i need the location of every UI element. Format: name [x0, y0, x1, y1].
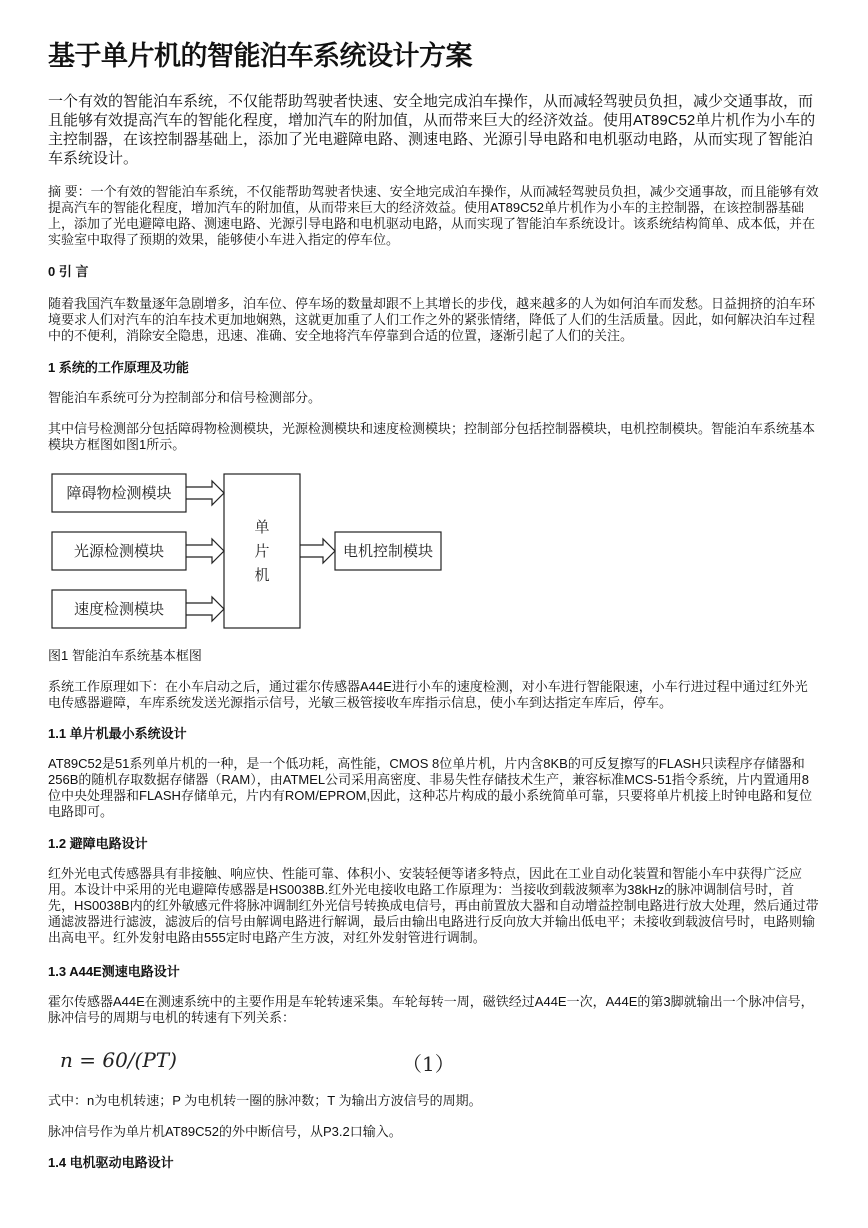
section-1-3-heading: 1.3 A44E测速电路设计 [48, 964, 180, 979]
speed-formula [60, 1046, 460, 1076]
document-title: 基于单片机的智能泊车系统设计方案 [48, 41, 472, 71]
formula-expression: n = 60/(PT) [60, 1048, 177, 1072]
mcu-label-char-2: 片 [254, 542, 270, 560]
mcu-label-char-1: 单 [254, 518, 270, 536]
block-diagram [48, 470, 448, 635]
section-1-3-paragraph-3: 脉冲信号作为单片机AT89C52的外中断信号，从P3.2口输入。 [48, 1124, 402, 1139]
light-detection-label: 光源检测模块 [73, 542, 165, 560]
mcu-label-char-3: 机 [254, 566, 270, 584]
section-1-1-heading: 1.1 单片机最小系统设计 [48, 726, 187, 741]
arrow-speed-to-mcu [186, 597, 224, 621]
speed-detection-label: 速度检测模块 [73, 600, 165, 618]
section-1-heading: 1 系统的工作原理及功能 [48, 360, 189, 375]
section-1-2-paragraph: 红外光电式传感器具有非接触、响应快、性能可靠、体积小、安装轻便等诸多特点，因此在工业自动化装置和智能小车中获得广泛应用。本设计中采用的光电避障传感器是HS0038B.红外光电接收电路工作原理为：当接收到载波频率为38kHz的脉冲调制信号时，首先，HS0038B内的红外敏感元件将脉冲调制红外光信号转换成电信号，再由前置放大器和自动增益控制电路进行放大处理，然后通过带通滤波器进行滤波，滤波后的信号由解调电路进行解调，最后由输出电路进行反向放大并输出低电平；未接收到载波信号时，电路则输出高电平。红外发射电路由555定时电路产生方波，对红外发射管进行调制。 [48, 866, 819, 945]
arrow-light-to-mcu [186, 539, 224, 563]
section-1-paragraph-1: 智能泊车系统可分为控制部分和信号检测部分。 [48, 390, 322, 405]
arrow-obstacle-to-mcu [186, 481, 224, 505]
intro-paragraph: 一个有效的智能泊车系统，不仅能帮助驾驶者快速、安全地完成泊车操作，从而减轻驾驶员负担，减少交通事故，而且能够有效提高汽车的智能化程度，增加汽车的附加值，从而带来巨大的经济效益。使用AT89C52单片机作为小车的主控制器，在该控制器基础上，添加了光电避障电路、测速电路、光源引导电路和电机驱动电路，从而实现了智能泊车系统设计。 [48, 93, 816, 167]
section-1-paragraph-2: 其中信号检测部分包括障碍物检测模块，光源检测模块和速度检测模块；控制部分包括控制器模块，电机控制模块。智能泊车系统基本模块方框图如图1所示。 [48, 421, 816, 452]
figure-1-caption: 图1 智能泊车系统基本框图 [48, 648, 202, 663]
arrow-mcu-to-motor [300, 539, 335, 563]
section-1-1-paragraph: AT89C52是51系列单片机的一种，是一个低功耗，高性能，CMOS 8位单片机，片内含8KB的可反复擦写的FLASH只读程序存储器和256B的随机存取数据存储器（RAM），由ATMEL公司采用高密度、非易失性存储技术生产，兼容标准MCS-51指令系统，片内置通用8位中央处理器和FLASH存储单元，片内有ROM/EPROM,因此，这种芯片构成的最小系统简单可靠，只要将单片机接上时钟电路和复位电路即可。 [48, 756, 813, 819]
section-1-4-heading: 1.4 电机驱动电路设计 [48, 1155, 174, 1170]
section-0-paragraph: 随着我国汽车数量逐年急剧增多，泊车位、停车场的数量却跟不上其增长的步伐，越来越多的人为如何泊车而发愁。日益拥挤的泊车环境要求人们对汽车的泊车技术更加地娴熟，这就更加重了人们工作之外的紧张情绪，降低了人们的生活质量。因此，如何解决泊车过程中的不便利，消除安全隐患，迅速、准确、安全地将汽车停靠到合适的位置，逐渐引起了人们的关注。 [48, 296, 816, 343]
abstract-paragraph: 摘 要：一个有效的智能泊车系统，不仅能帮助驾驶者快速、安全地完成泊车操作，从而减轻驾驶员负担，减少交通事故，而且能够有效提高汽车的智能化程度，增加汽车的附加值，从而带来巨大的经济效益。使用AT89C52单片机作为小车的主控制器，在该控制器基础上，添加了光电避障电路、测速电路、光源引导电路和电机驱动电路，从而实现了智能泊车系统设计。该系统结构简单、成本低，并在实验室中取得了预期的效果，能够使小车进入指定的停车位。 [48, 184, 819, 247]
section-1-2-heading: 1.2 避障电路设计 [48, 836, 148, 851]
formula-number: （1） [402, 1052, 455, 1076]
obstacle-detection-label: 障碍物检测模块 [66, 484, 172, 502]
section-1-paragraph-3: 系统工作原理如下：在小车启动之后，通过霍尔传感器A44E进行小车的速度检测，对小车进行智能限速，小车行进过程中通过红外光电传感器避障，车库系统发送光源指示信号，光敏三极管接收车库指示信息，使小车到达指定车库后，停车。 [48, 679, 808, 710]
motor-control-label: 电机控制模块 [342, 542, 434, 560]
section-1-3-paragraph-1: 霍尔传感器A44E在测速系统中的主要作用是车轮转速采集。车轮每转一周，磁铁经过A44E一次，A44E的第3脚就输出一个脉冲信号，脉冲信号的周期与电机的转速有下列关系： [48, 994, 814, 1025]
section-1-3-paragraph-2: 式中：n为电机转速；P 为电机转一圈的脉冲数；T 为输出方波信号的周期。 [48, 1093, 482, 1108]
section-0-heading: 0 引 言 [48, 264, 89, 279]
